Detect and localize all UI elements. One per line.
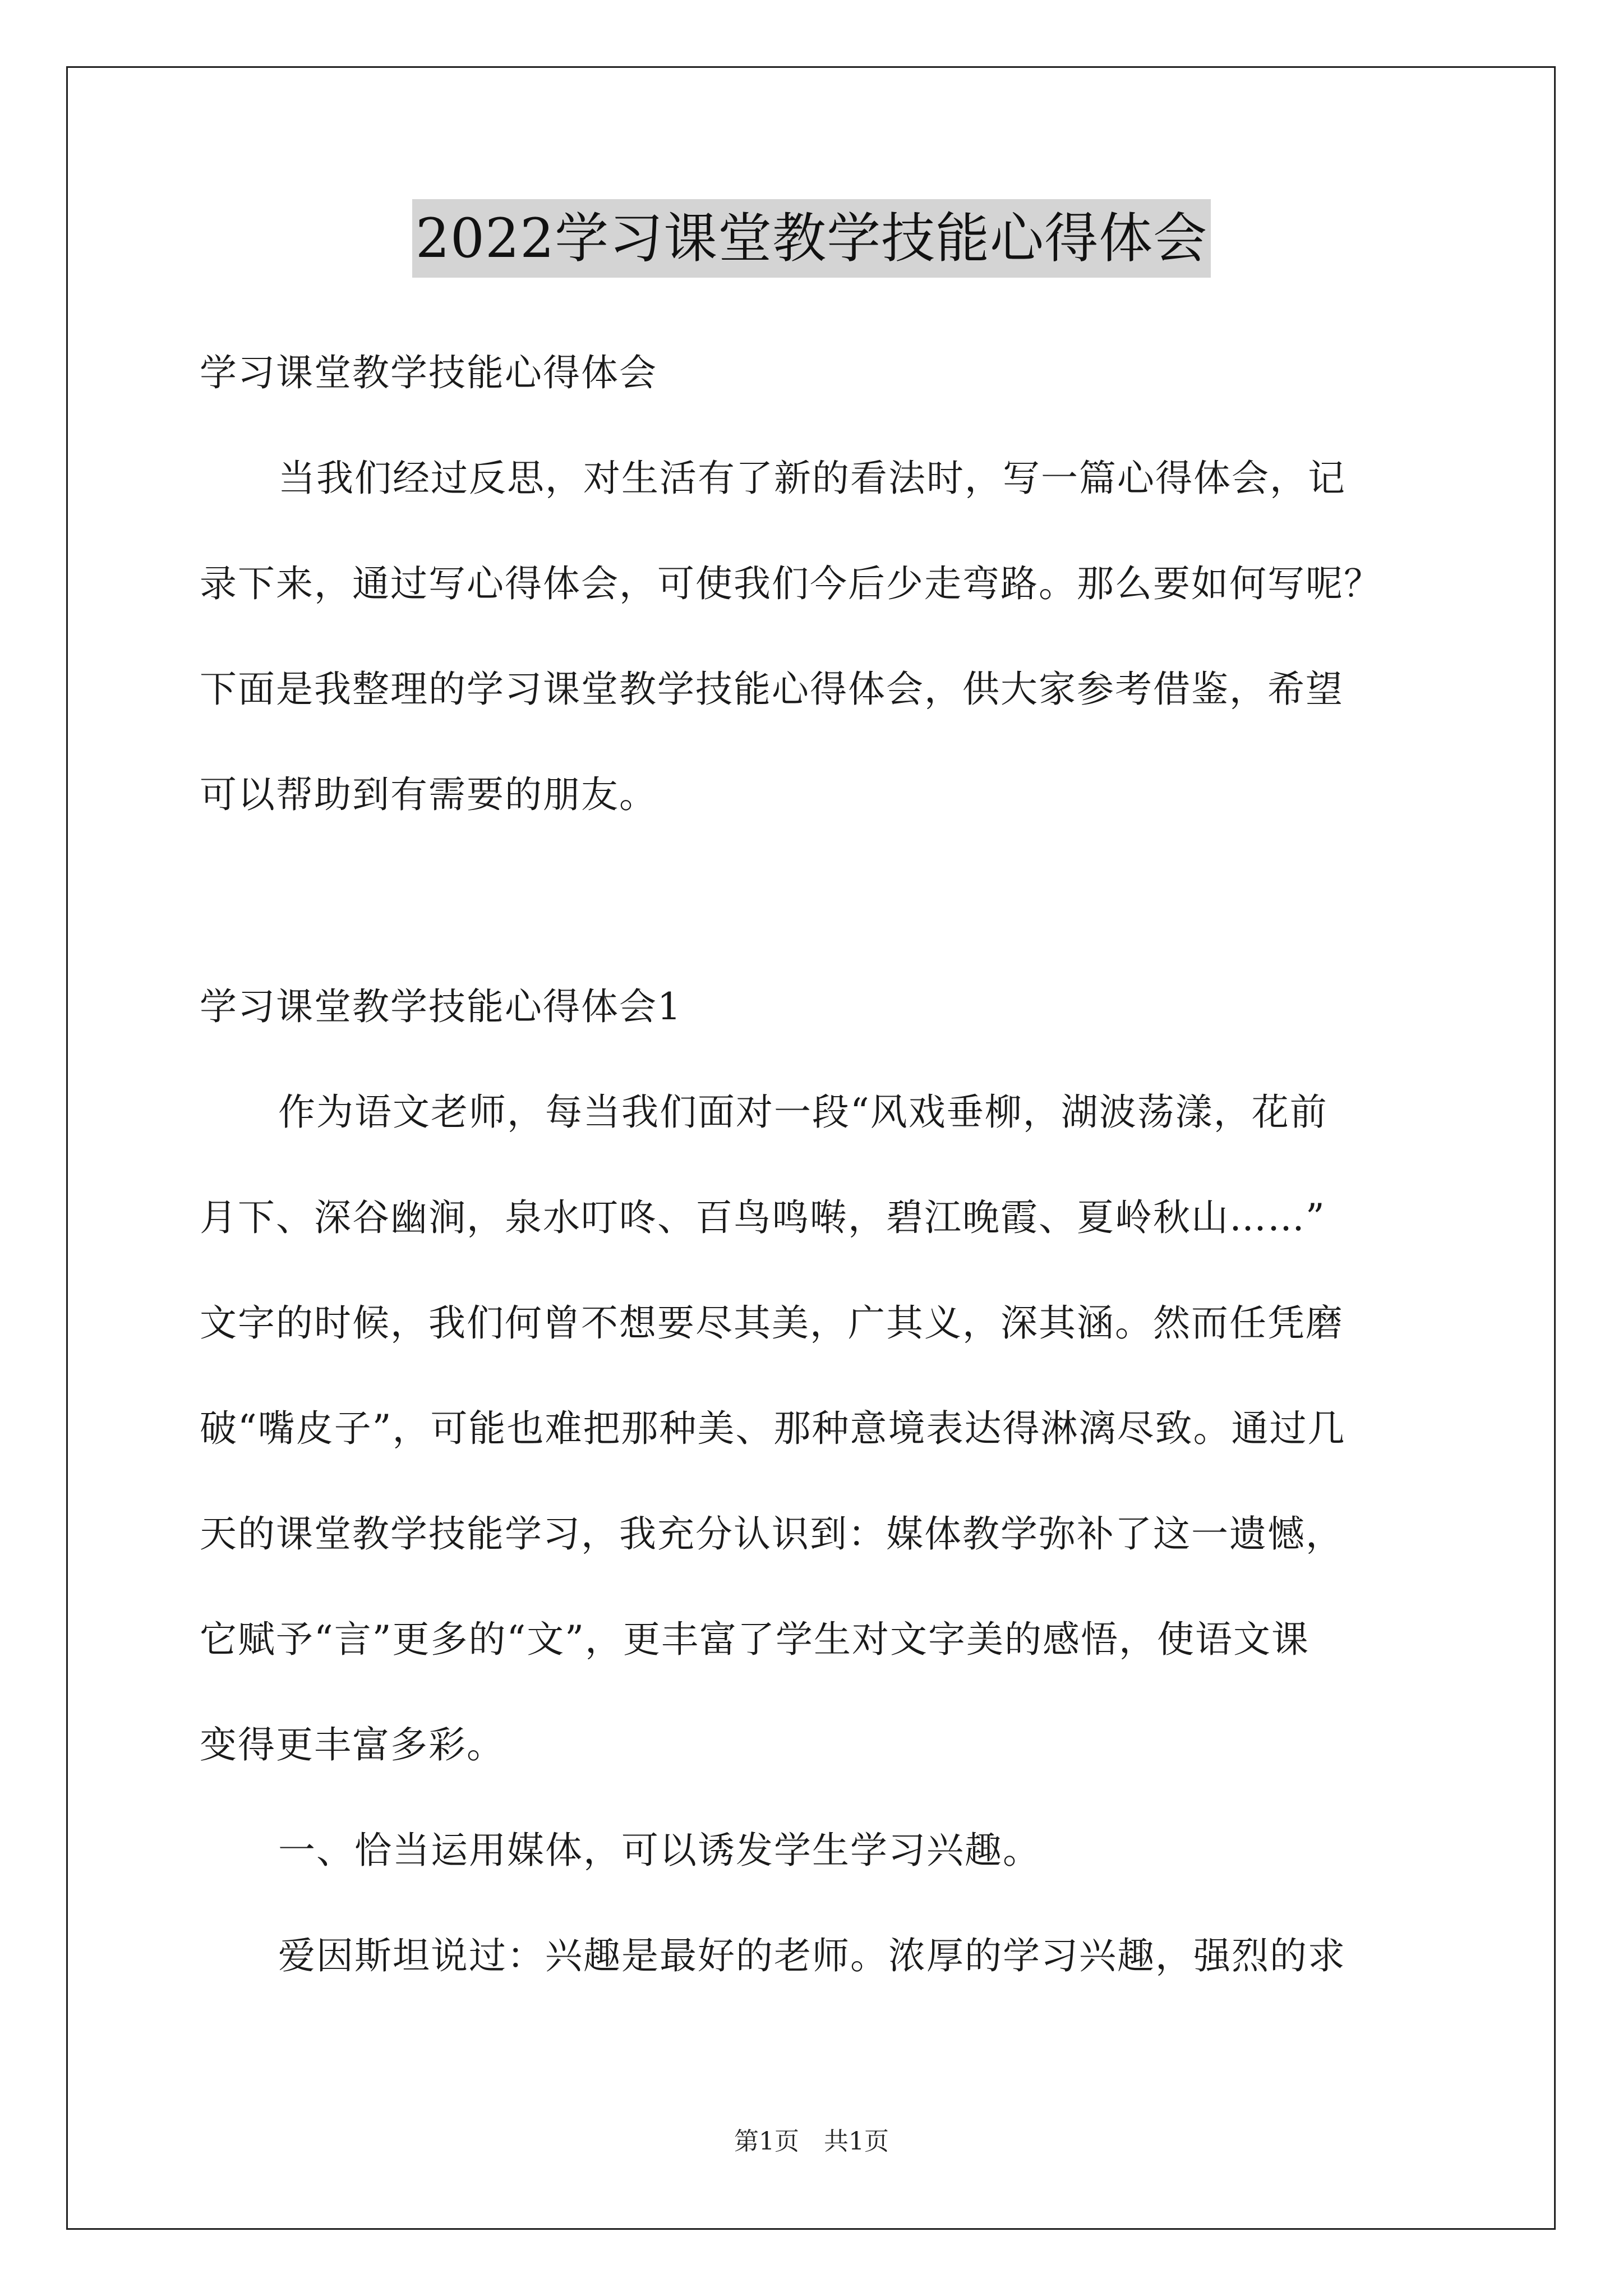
intro-line-2: 录下来，通过写心得体会，可使我们今后少走弯路。那么要如何写呢？	[200, 562, 1382, 605]
body-line-5: 天的课堂教学技能学习，我充分认识到：媒体教学弥补了这一遗憾，	[200, 1512, 1344, 1556]
intro-line-4: 可以帮助到有需要的朋友。	[200, 773, 657, 816]
point-heading-1: 一、恰当运用媒体，可以诱发学生学习兴趣。	[278, 1829, 1041, 1872]
title-container	[0, 199, 1623, 278]
body-line-8: 爱因斯坦说过：兴趣是最好的老师。浓厚的学习兴趣，强烈的求	[278, 1934, 1346, 1977]
body-line-1: 作为语文老师，每当我们面对一段“风戏垂柳，湖波荡漾，花前	[278, 1091, 1328, 1134]
body-line-6: 它赋予“言”更多的“文”，更丰富了学生对文字美的感悟，使语文课	[200, 1618, 1310, 1661]
body-line-2: 月下、深谷幽涧，泉水叮咚、百鸟鸣啭，碧江晚霞、夏岭秋山……”	[200, 1196, 1326, 1239]
intro-line-1: 当我们经过反思，对生活有了新的看法时，写一篇心得体会，记	[278, 457, 1346, 500]
section-heading: 学习课堂教学技能心得体会1	[200, 985, 682, 1028]
document-title: 2022学习课堂教学技能心得体会	[412, 199, 1211, 278]
body-line-3: 文字的时候，我们何曾不想要尽其美，广其义，深其涵。然而任凭磨	[200, 1301, 1344, 1345]
subtitle-line: 学习课堂教学技能心得体会	[200, 351, 657, 394]
page-footer: 第1页 共1页	[734, 2127, 889, 2156]
body-line-7: 变得更丰富多彩。	[200, 1723, 505, 1766]
intro-line-3: 下面是我整理的学习课堂教学技能心得体会，供大家参考借鉴，希望	[200, 668, 1344, 711]
body-line-4: 破“嘴皮子”，可能也难把那种美、那种意境表达得淋漓尽致。通过几	[200, 1407, 1346, 1450]
